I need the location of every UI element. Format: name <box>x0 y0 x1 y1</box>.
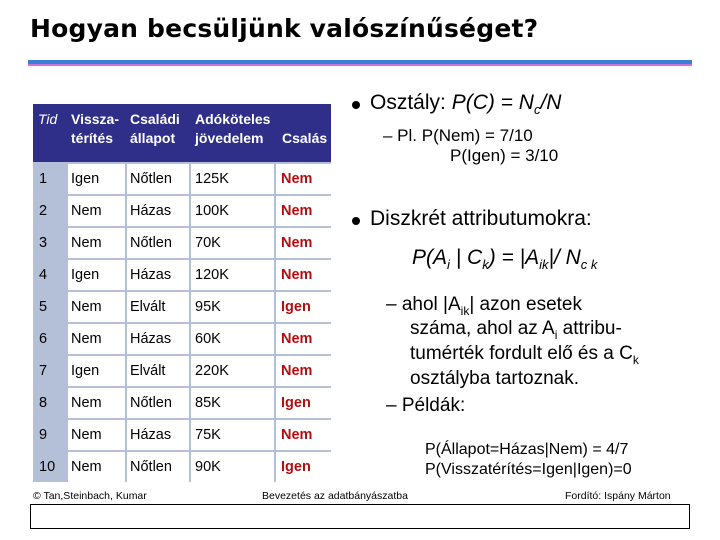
bullet-dot <box>352 217 360 225</box>
explanation-line4: osztályba tartoznak. <box>410 368 579 389</box>
cell-text: Nem <box>71 235 102 251</box>
table-cell-cheat <box>276 260 331 290</box>
formula-part: /N <box>540 91 562 114</box>
formula-subscript: i <box>447 257 450 273</box>
footer-translator: Fordító: Ispány Márton <box>565 490 671 502</box>
example-status-married: P(Állapot=Házas|Nem) = 4/7 <box>425 441 629 458</box>
conditional-probability-formula <box>412 246 597 272</box>
table-cell-refund <box>68 228 125 258</box>
text-part: | azon esetek <box>469 294 583 315</box>
cell-text: Igen <box>71 171 100 187</box>
cell-text: 2 <box>39 203 48 219</box>
table-cell-status <box>127 260 189 290</box>
cell-text: 70K <box>195 235 221 251</box>
table-cell-income <box>191 196 274 226</box>
cell-text: 75K <box>195 427 221 443</box>
cell-text: Igen <box>281 459 311 475</box>
cell-text: Házas <box>130 267 172 283</box>
table-cell-status <box>127 196 189 226</box>
table-cell-status <box>127 228 189 258</box>
cell-text: Nőtlen <box>130 235 172 251</box>
subscript: k <box>632 352 639 367</box>
table-cell-tid <box>33 228 66 258</box>
cell-text: Házas <box>130 427 172 443</box>
cell-text: 85K <box>195 395 221 411</box>
table-cell-status <box>127 356 189 386</box>
explanation-line1 <box>386 294 582 318</box>
table-cell-refund <box>68 388 125 418</box>
bullet-class-probability <box>370 91 561 117</box>
cell-text: 100K <box>195 203 229 219</box>
cell-text: Nem <box>281 427 313 443</box>
cell-text: 60K <box>195 331 221 347</box>
cell-text: Nem <box>281 363 313 379</box>
formula-subscript: ik <box>539 257 549 273</box>
title-underline-pink <box>28 64 692 66</box>
table-cell-refund <box>68 324 125 354</box>
cell-text: 4 <box>39 267 48 283</box>
cell-text: Nem <box>71 331 102 347</box>
cell-text: Nem <box>281 267 313 283</box>
explanation-line3 <box>410 343 639 367</box>
table-cell-tid <box>33 260 66 290</box>
cell-text: 90K <box>195 459 221 475</box>
cell-text: Nem <box>71 203 102 219</box>
subscript: ik <box>460 303 470 318</box>
cell-text: Nőtlen <box>130 459 172 475</box>
header-refund-line1: Vissza- <box>71 111 119 127</box>
table-cell-income <box>191 164 274 194</box>
bottom-frame <box>30 504 690 529</box>
header-refund-line2: térítés <box>71 130 114 146</box>
table-cell-tid <box>33 292 66 322</box>
table-cell-refund <box>68 164 125 194</box>
table-cell-income <box>191 388 274 418</box>
table-cell-tid <box>33 452 66 482</box>
table-cell-status <box>127 324 189 354</box>
table-cell-refund <box>68 196 125 226</box>
table-cell-income <box>191 452 274 482</box>
table-cell-status <box>127 164 189 194</box>
header-income-line2: jövedelem <box>195 130 264 146</box>
explanation-line2 <box>410 318 622 342</box>
example-prior-nem: – Pl. P(Nem) = 7/10 <box>383 126 533 145</box>
cell-text: Nem <box>281 203 313 219</box>
cell-text: Nem <box>71 427 102 443</box>
table-cell-cheat <box>276 420 331 450</box>
example-refund-yes: P(Visszatérítés=Igen|Igen)=0 <box>425 461 632 478</box>
table-cell-cheat <box>276 228 331 258</box>
table-cell-income <box>191 324 274 354</box>
cell-text: Elvált <box>130 363 166 379</box>
cell-text: 9 <box>39 427 48 443</box>
table-cell-refund <box>68 452 125 482</box>
header-tid: Tid <box>38 111 58 127</box>
cell-text: Nem <box>71 299 102 315</box>
header-income-line1: Adóköteles <box>195 111 271 127</box>
formula-subscript: k <box>482 257 489 273</box>
table-cell-refund <box>68 356 125 386</box>
table-cell-tid <box>33 196 66 226</box>
formula-part: | C <box>449 246 483 269</box>
table-cell-tid <box>33 356 66 386</box>
table-cell-cheat <box>276 292 331 322</box>
text-part: száma, ahol az A <box>410 318 555 339</box>
table-cell-cheat <box>276 452 331 482</box>
cell-text: 120K <box>195 267 229 283</box>
table-cell-cheat <box>276 356 331 386</box>
cell-text: Igen <box>281 395 311 411</box>
cell-text: Házas <box>130 203 172 219</box>
table-cell-cheat <box>276 164 331 194</box>
bullet-dot <box>352 101 360 109</box>
cell-text: 95K <box>195 299 221 315</box>
formula-subscript: c <box>533 102 541 118</box>
table-cell-tid <box>33 164 66 194</box>
formula-part: P(C) = N <box>451 91 534 114</box>
cell-text: 5 <box>39 299 48 315</box>
cell-text: Nem <box>71 395 102 411</box>
cell-text: 10 <box>39 459 56 475</box>
cell-text: 220K <box>195 363 229 379</box>
cell-text: Igen <box>71 267 100 283</box>
table-cell-refund <box>68 420 125 450</box>
cell-text: Igen <box>71 363 100 379</box>
cell-text: Nem <box>281 235 313 251</box>
footer-course: Bevezetés az adatbányászatba <box>262 490 408 502</box>
cell-text: 3 <box>39 235 48 251</box>
table-cell-cheat <box>276 324 331 354</box>
table-cell-status <box>127 452 189 482</box>
table-cell-income <box>191 292 274 322</box>
table-cell-income <box>191 228 274 258</box>
cell-text: 125K <box>195 171 229 187</box>
cell-text: 1 <box>39 171 48 187</box>
training-data-table <box>33 104 331 482</box>
examples-heading: – Példák: <box>386 395 466 416</box>
header-class: Csalás <box>282 130 328 146</box>
cell-text: Nem <box>71 459 102 475</box>
cell-text: 8 <box>39 395 48 411</box>
table-cell-cheat <box>276 388 331 418</box>
cell-text: 6 <box>39 331 48 347</box>
text-part: – ahol |A <box>386 294 461 315</box>
formula-part: ) = |A <box>488 246 540 269</box>
formula-part: |/ N <box>548 246 581 269</box>
cell-text: Igen <box>281 299 311 315</box>
example-prior-igen: P(Igen) = 3/10 <box>450 146 559 165</box>
cell-text: 7 <box>39 363 48 379</box>
text-part: attribu- <box>557 318 622 339</box>
table-cell-income <box>191 420 274 450</box>
table-cell-refund <box>68 260 125 290</box>
cell-text: Nőtlen <box>130 395 172 411</box>
bullet-discrete-attributes: Diszkrét attributumokra: <box>370 207 592 230</box>
table-cell-status <box>127 292 189 322</box>
cell-text: Nem <box>281 171 313 187</box>
table-cell-status <box>127 420 189 450</box>
table-cell-tid <box>33 324 66 354</box>
formula-subscript: c k <box>580 257 598 273</box>
table-cell-status <box>127 388 189 418</box>
cell-text: Elvált <box>130 299 166 315</box>
table-cell-income <box>191 356 274 386</box>
table-cell-refund <box>68 292 125 322</box>
header-status-line2: állapot <box>130 130 176 146</box>
table-cell-tid <box>33 420 66 450</box>
cell-text: Nem <box>281 331 313 347</box>
text-part: tumérték fordult elő és a C <box>410 343 633 364</box>
footer-copyright: © Tan,Steinbach, Kumar <box>33 490 147 502</box>
table-cell-income <box>191 260 274 290</box>
bullet-lead: Osztály: <box>370 91 452 114</box>
table-cell-cheat <box>276 196 331 226</box>
table-header <box>33 104 331 162</box>
subscript: i <box>554 327 558 342</box>
header-status-line1: Családi <box>130 111 180 127</box>
table-cell-tid <box>33 388 66 418</box>
cell-text: Nőtlen <box>130 171 172 187</box>
formula-part: P(A <box>412 246 448 269</box>
slide-title: Hogyan becsüljünk valószínűséget? <box>30 14 539 43</box>
cell-text: Házas <box>130 331 172 347</box>
